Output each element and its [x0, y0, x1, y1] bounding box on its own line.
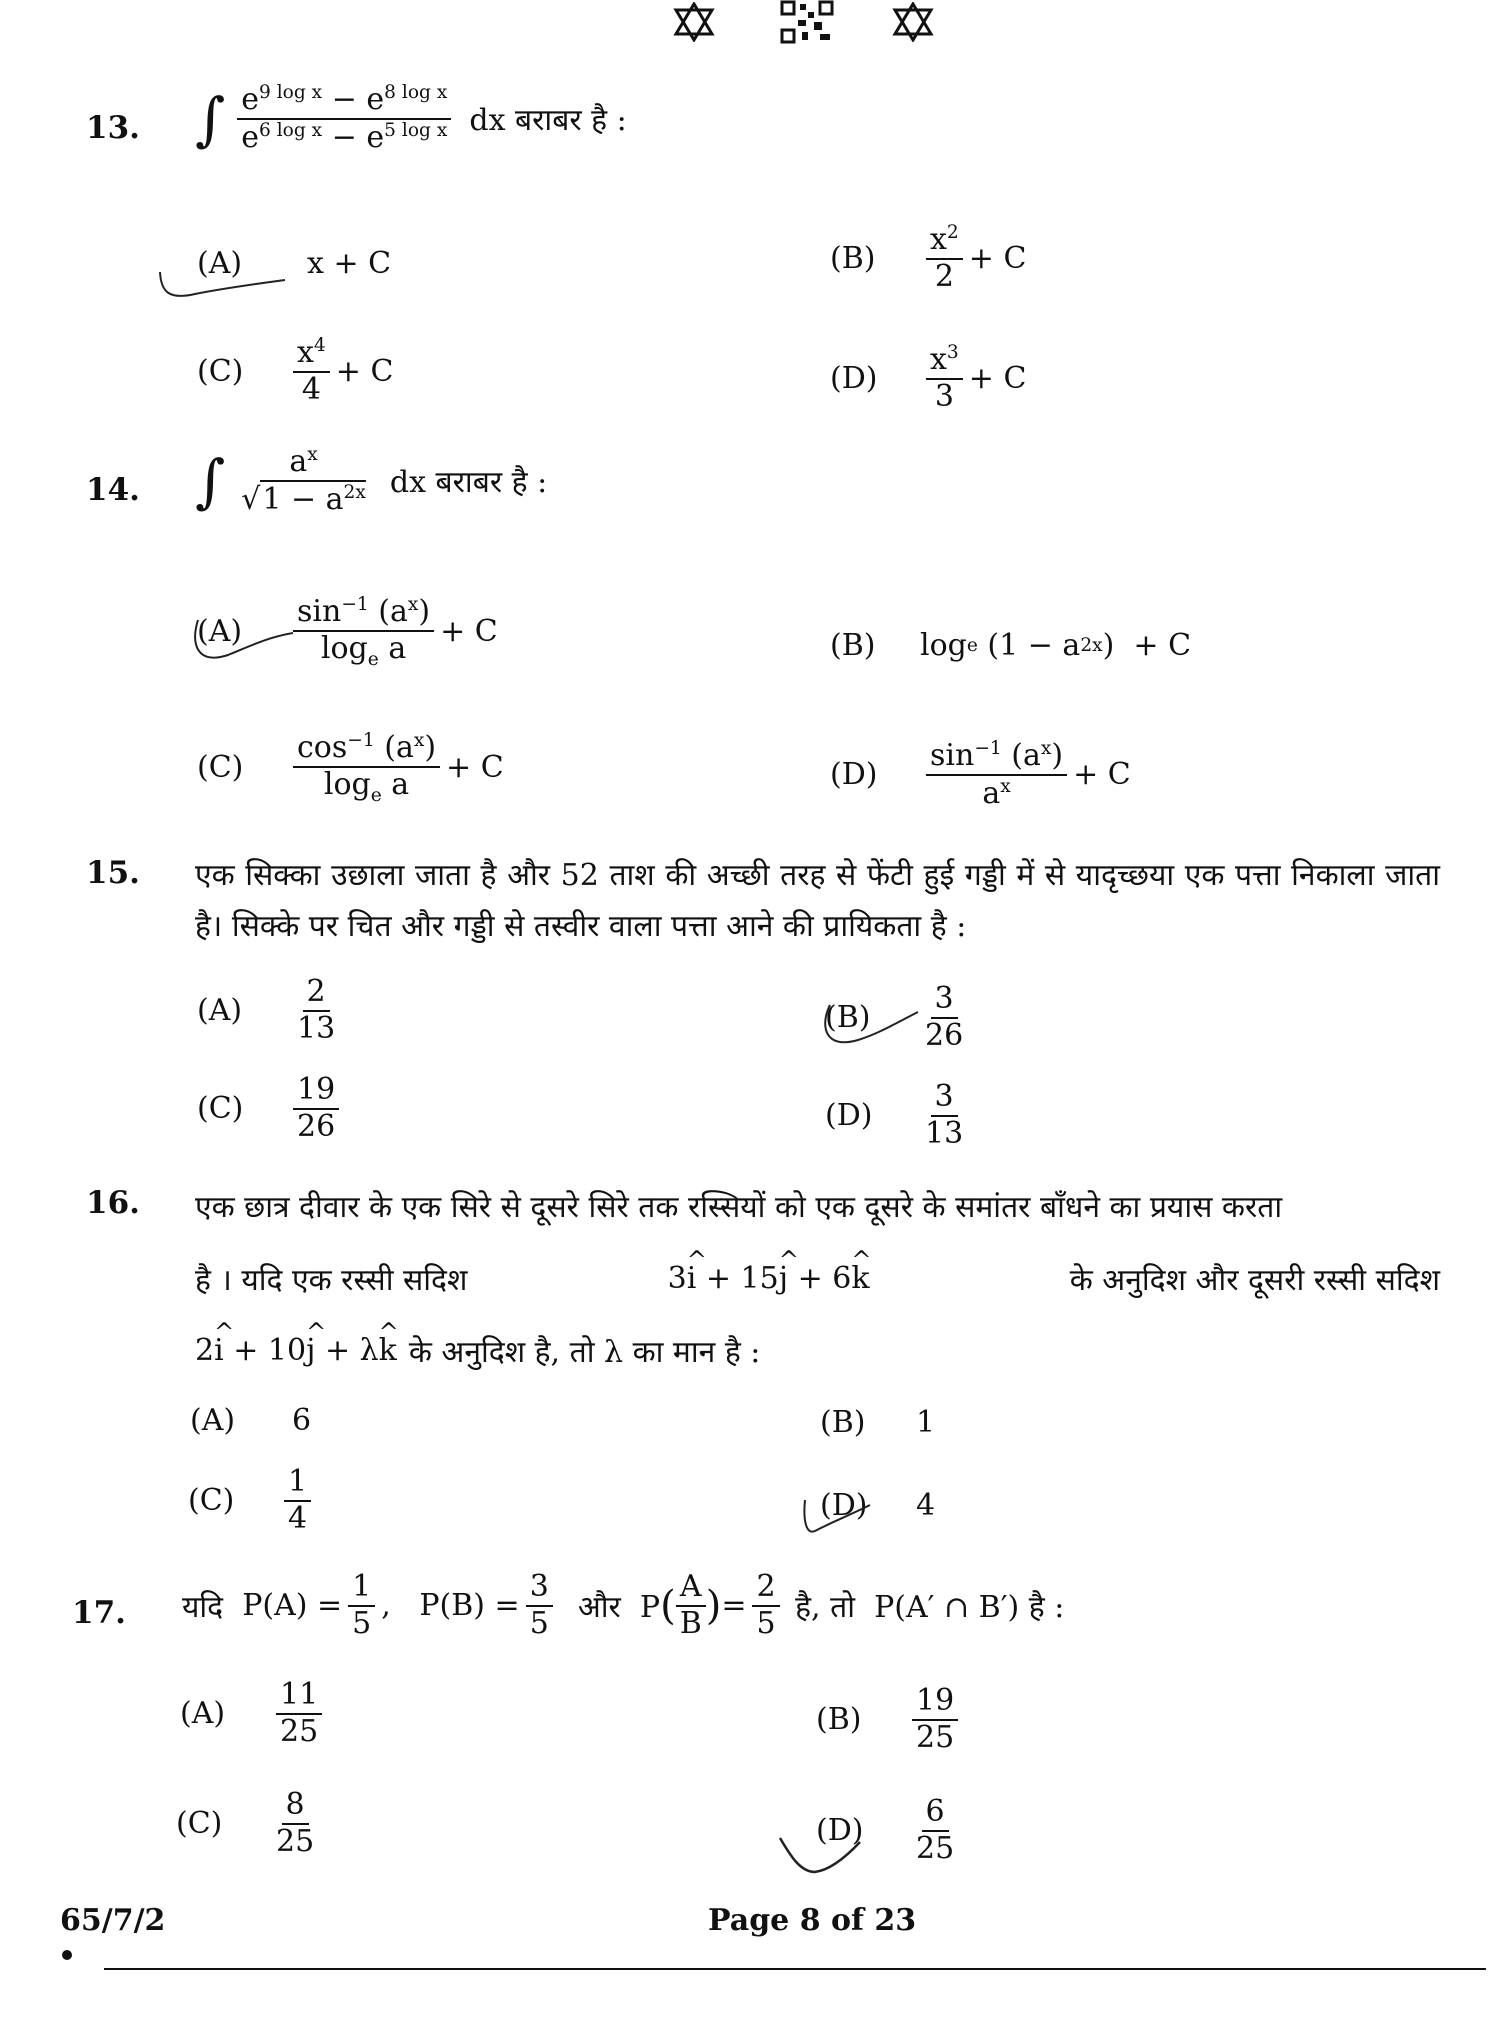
integral-sign: ∫: [195, 84, 226, 153]
handwritten-tick-mark: [818, 1000, 928, 1060]
math: a: [378, 630, 407, 666]
option-fraction: [912, 1684, 958, 1755]
question-number: 14.: [86, 472, 140, 508]
option-label: (A): [197, 246, 243, 281]
option-d[interactable]: [830, 342, 1026, 414]
math: 25: [916, 1719, 955, 1755]
qr-code-icon: [780, 0, 834, 44]
option-fraction: [926, 222, 963, 294]
option-value: x + C: [307, 246, 392, 281]
option-d[interactable]: [830, 738, 1131, 811]
math: 26: [925, 1017, 964, 1053]
math: 4: [313, 335, 326, 356]
option-fraction: [293, 335, 330, 407]
option-value: 6: [292, 1403, 312, 1438]
unit-vector: ^ i: [214, 1333, 224, 1368]
math: 4: [301, 371, 321, 407]
math: ): [424, 730, 437, 765]
math: −1: [341, 594, 369, 615]
math: + 10: [233, 1333, 307, 1368]
math: e: [366, 82, 385, 117]
math: 3: [934, 378, 954, 414]
question-14-stem: [195, 444, 547, 517]
option-label: (D): [830, 360, 878, 396]
math: 3: [667, 1261, 687, 1296]
math: e: [241, 119, 259, 155]
option-c[interactable]: [197, 1073, 345, 1144]
question-16-line-2: [195, 1258, 1440, 1299]
option-label: (D): [830, 757, 878, 792]
option-label: (B): [820, 1405, 866, 1440]
text: है, तो P(A′ ∩ B′) है :: [795, 1590, 1065, 1625]
math: 1: [284, 1465, 311, 1502]
option-label: (A): [197, 614, 243, 650]
stem-tail: dx बराबर है :: [469, 103, 627, 138]
math: e: [370, 784, 382, 806]
unit-vector: ^ j: [306, 1333, 315, 1368]
text: है । यदि एक रस्सी सदिश: [195, 1263, 468, 1298]
fraction: [348, 1570, 375, 1641]
text: के अनुदिश और दूसरी रस्सी सदिश: [1069, 1263, 1440, 1298]
unit-vector: ^ i: [687, 1261, 697, 1296]
math: + C: [335, 353, 394, 389]
question-13-stem: [195, 82, 627, 155]
math: + C: [1073, 757, 1131, 792]
option-d[interactable]: [825, 1080, 973, 1151]
integrand-fraction: [237, 444, 370, 517]
math: (a: [384, 730, 414, 765]
math: e: [367, 648, 379, 670]
integrand-fraction: [237, 82, 451, 155]
math: B: [679, 1605, 702, 1641]
handwritten-tick-mark: [188, 615, 298, 685]
math: x: [413, 730, 425, 751]
option-value: 4: [916, 1488, 936, 1523]
math: a: [381, 766, 410, 802]
option-c[interactable]: [176, 1788, 324, 1859]
math: (a: [378, 594, 408, 629]
option-label: (D): [816, 1813, 864, 1848]
math: 25: [916, 1830, 955, 1866]
handwritten-tick-mark: [800, 1495, 880, 1545]
option-label: (D): [825, 1098, 873, 1133]
unit-vector: ^ j: [779, 1261, 788, 1296]
math: sin: [930, 738, 975, 773]
math: 8 log x: [384, 82, 448, 103]
sqrt-sign: √: [241, 481, 261, 517]
integral-sign: ∫: [195, 446, 226, 515]
handwritten-tick-mark: [775, 1830, 865, 1880]
stem-tail: dx बराबर है :: [389, 465, 548, 500]
question-16-line-1: एक छात्र दीवार के एक सिरे से दूसरे सिरे तक रस्सियों को एक दूसरे के समांतर बाँधने का प्रयास करता: [195, 1190, 1283, 1225]
option-label: (B): [830, 240, 876, 276]
math: 19: [912, 1684, 958, 1721]
math: −1: [347, 730, 375, 751]
vector-2: [195, 1333, 397, 1368]
option-label: (B): [816, 1702, 862, 1737]
math: log: [320, 630, 368, 666]
option-c[interactable]: [188, 1465, 317, 1536]
math: x: [1000, 775, 1011, 797]
math: x: [930, 342, 947, 377]
option-label: (C): [197, 1091, 244, 1126]
math: 3: [526, 1570, 553, 1607]
option-fraction: [276, 1678, 322, 1749]
math: e: [241, 82, 259, 117]
question-15-text: एक सिक्का उछाला जाता है और 52 ताश की अच्छी तरह से फेंटी हुई गड्डी में से यादृच्छया एक पत्ता निकाला जाता है। सिक्के पर चित और गड्डी से तस्वीर वाला पत्ता आने की प्रायिकता है :: [195, 858, 1440, 944]
math: 1 − a: [262, 481, 344, 517]
math: A: [676, 1570, 706, 1607]
math: + 6: [797, 1261, 852, 1296]
math: e: [966, 635, 978, 656]
math: 13: [297, 1010, 336, 1046]
option-label: (C): [188, 1483, 235, 1518]
option-c[interactable]: [197, 335, 393, 407]
math: + λ: [324, 1333, 379, 1368]
paper-code: 65/7/2: [60, 1903, 166, 1938]
math: 3: [931, 1080, 958, 1117]
paren: ): [705, 1582, 722, 1629]
option-label: (D): [820, 1488, 868, 1523]
option-b[interactable]: [816, 1684, 964, 1755]
vector-1: [668, 1261, 870, 1296]
option-fraction: [284, 1465, 311, 1536]
star-of-david-icon: [672, 2, 716, 42]
math: 5: [352, 1605, 372, 1641]
math: e: [366, 119, 385, 155]
math: ): [1051, 738, 1064, 773]
math: 25: [276, 1823, 315, 1859]
question-number: 15.: [86, 855, 140, 891]
option-label: (C): [176, 1806, 223, 1841]
fraction: [526, 1570, 553, 1641]
math: + C: [968, 240, 1027, 276]
option-fraction: [293, 1073, 339, 1144]
math: और P: [577, 1590, 661, 1625]
math: −: [331, 119, 357, 155]
math: −: [331, 82, 357, 117]
math: 3: [946, 342, 959, 363]
option-fraction: [272, 1788, 318, 1859]
page-number: Page 8 of 23: [708, 1903, 917, 1938]
math: 2: [195, 1333, 215, 1368]
footer-dot: [62, 1950, 72, 1960]
option-a[interactable]: [197, 975, 345, 1046]
math: (1 − a: [977, 628, 1081, 663]
math: (a: [1011, 738, 1041, 773]
option-label: (C): [197, 750, 244, 786]
math: 2x: [1080, 635, 1103, 656]
math: x: [297, 335, 314, 370]
math: =: [721, 1588, 747, 1623]
math: 2: [303, 975, 330, 1012]
option-fraction: [912, 1795, 958, 1866]
math: log: [920, 628, 967, 663]
math: a: [289, 444, 308, 479]
option-label: (A): [197, 993, 243, 1028]
option-a[interactable]: [180, 1678, 328, 1749]
option-b[interactable]: [830, 222, 1026, 294]
math: 2: [946, 222, 959, 243]
unit-vector: ^ k: [851, 1261, 869, 1296]
text: यदि: [182, 1590, 224, 1625]
math: 5: [756, 1605, 776, 1641]
math: a: [982, 775, 1001, 811]
option-value: 1: [916, 1405, 936, 1440]
math: , P(B) =: [381, 1588, 520, 1623]
math: 5 log x: [384, 119, 448, 141]
math: 25: [280, 1713, 319, 1749]
question-number: 13.: [86, 110, 140, 146]
math: 6 log x: [258, 119, 323, 141]
math: + C: [968, 360, 1027, 396]
option-fraction: [293, 730, 440, 806]
math: 4: [288, 1500, 308, 1536]
fraction: [752, 1570, 779, 1641]
question-17-stem: [182, 1570, 1064, 1641]
option-fraction: [926, 738, 1067, 811]
option-label: (B): [825, 1000, 871, 1035]
math: ): [418, 594, 431, 629]
math: 6: [922, 1795, 949, 1832]
math: 2x: [343, 481, 366, 503]
math: 8: [282, 1788, 309, 1825]
math: log: [323, 766, 371, 802]
math: x: [307, 444, 318, 465]
math: 19: [293, 1073, 339, 1110]
option-fraction: [921, 1080, 967, 1151]
unit-vector: ^ k: [379, 1333, 397, 1368]
option-label: (C): [197, 353, 244, 389]
math: 9 log x: [258, 82, 323, 103]
math: 26: [297, 1108, 336, 1144]
math: [260, 480, 366, 517]
option-label: (A): [190, 1403, 236, 1438]
option-label: (B): [830, 628, 876, 663]
math: P(A) =: [242, 1588, 343, 1623]
star-of-david-icon: [891, 2, 935, 42]
option-c[interactable]: [197, 730, 504, 806]
option-b[interactable]: [830, 628, 1191, 663]
math: + 15: [705, 1261, 779, 1296]
math: 1: [348, 1570, 375, 1607]
math: + C: [440, 614, 498, 650]
option-label: (A): [180, 1696, 226, 1731]
math: 2: [934, 258, 954, 294]
math: −1: [974, 738, 1002, 759]
question-16-line-3: [195, 1330, 760, 1371]
question-number: 17.: [72, 1595, 126, 1631]
math: x: [407, 594, 419, 615]
option-fraction: [293, 594, 434, 670]
math: 2: [752, 1570, 779, 1607]
math: 13: [925, 1115, 964, 1151]
math: sin: [297, 594, 342, 629]
paren: (: [660, 1582, 676, 1629]
text: के अनुदिश है, तो λ का मान है :: [408, 1335, 761, 1370]
math: 11: [276, 1678, 322, 1715]
option-fraction: [926, 342, 963, 414]
math: 3: [931, 982, 958, 1019]
math: 5: [529, 1605, 549, 1641]
question-number: 16.: [86, 1185, 140, 1221]
math: x: [1040, 738, 1052, 759]
fraction: [676, 1570, 706, 1641]
math: ) + C: [1102, 628, 1192, 663]
option-fraction: [293, 975, 339, 1046]
math: x: [930, 222, 947, 257]
math: + C: [446, 750, 504, 786]
option-b[interactable]: [820, 1405, 935, 1440]
handwritten-tick-mark: [155, 262, 295, 312]
footer-divider: [104, 1968, 1486, 1970]
option-a[interactable]: [190, 1403, 311, 1438]
math: cos: [297, 730, 348, 765]
